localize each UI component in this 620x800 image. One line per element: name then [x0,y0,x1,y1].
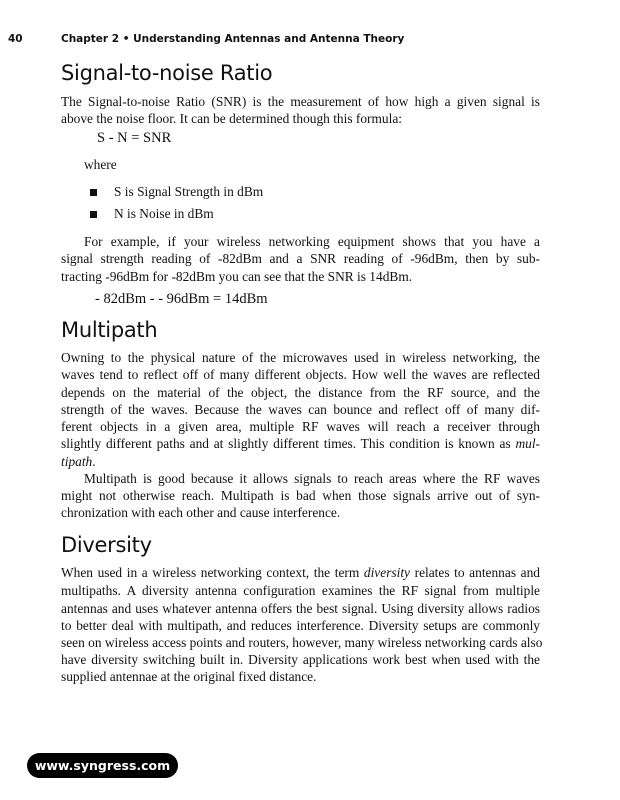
paragraph-line: supplied antennae at the original fixed distance. [61,669,317,684]
section-heading-snr: Signal-to-noise Ratio [61,61,273,85]
paragraph-line: chronization with each other and cause interference. [61,505,341,520]
paragraph-line: Owning to the physical nature of the microwaves used in wireless networking, the [61,350,540,365]
text: relates to antennas and [414,565,540,580]
publisher-url-badge: www.syngress.com [27,753,178,778]
paragraph-line: depends on the material of the object, the distance from the RF source, and the [61,385,540,400]
formula-example: - 82dBm - - 96dBm = 14dBm [95,291,268,307]
paragraph-line: waves tend to reflect off of many different objects. How well the waves are reflected [61,367,540,382]
running-header: Chapter 2 • Understanding Antennas and Antenna Theory [61,33,405,45]
paragraph-line [61,565,540,581]
bullet-icon [90,211,97,218]
paragraph-line: multipaths. A diversity antenna configuration examines the RF signal from multiple [61,583,540,598]
paragraph-line [61,454,540,470]
paragraph-line: Multipath is good because it allows signals to reach areas where the RF waves [84,471,540,486]
paragraph-line: tracting -96dBm for -82dBm you can see that the SNR is 14dBm. [61,269,413,284]
text: . [92,454,96,469]
paragraph-line: strength of the waves. Because the waves can bounce and reflect off of many dif- [61,402,540,417]
paragraph-line: ferent objects in a given area, multiple RF waves will reach a receiver through [61,419,540,434]
text: When used in a wireless networking context, the term [61,565,360,580]
paragraph-line: The Signal-to-noise Ratio (SNR) is the measurement of how high a given signal is [61,94,540,109]
paragraph-line: antennas and uses whatever antenna offers the best signal. Using diversity allows radios [61,601,540,616]
page-number: 40 [8,33,23,45]
paragraph-line [61,436,540,452]
paragraph-line: to better deal with multipath, and reduces interference. Diversity setups are commonly [61,618,540,633]
italic-term: tipath [61,454,93,469]
formula-snr: S - N = SNR [97,130,172,146]
italic-term: mul- [515,436,540,451]
bullet-icon [90,189,97,196]
text: slightly different paths and at slightly different times. This condition is known as [61,436,511,451]
paragraph-line: For example, if your wireless networking equipment shows that you have a [84,234,540,249]
paragraph-line: signal strength reading of -82dBm and a SNR reading of -96dBm, then by sub- [61,251,540,266]
paragraph-line: might not otherwise reach. Multipath is bad when those signals arrive out of syn- [61,488,540,503]
section-heading-multipath: Multipath [61,318,158,342]
bullet-item: S is Signal Strength in dBm [114,184,264,199]
paragraph-line: above the noise floor. It can be determined though this formula: [61,111,402,126]
section-heading-diversity: Diversity [61,533,152,557]
paragraph-line: seen on wireless access points and routers, however, many wireless networking cards also [61,635,543,650]
italic-term: diversity [363,565,410,580]
bullet-item: N is Noise in dBm [114,206,214,221]
where-label: where [84,157,117,172]
paragraph-line: have diversity switching built in. Diversity applications work best when used with the [61,652,540,667]
